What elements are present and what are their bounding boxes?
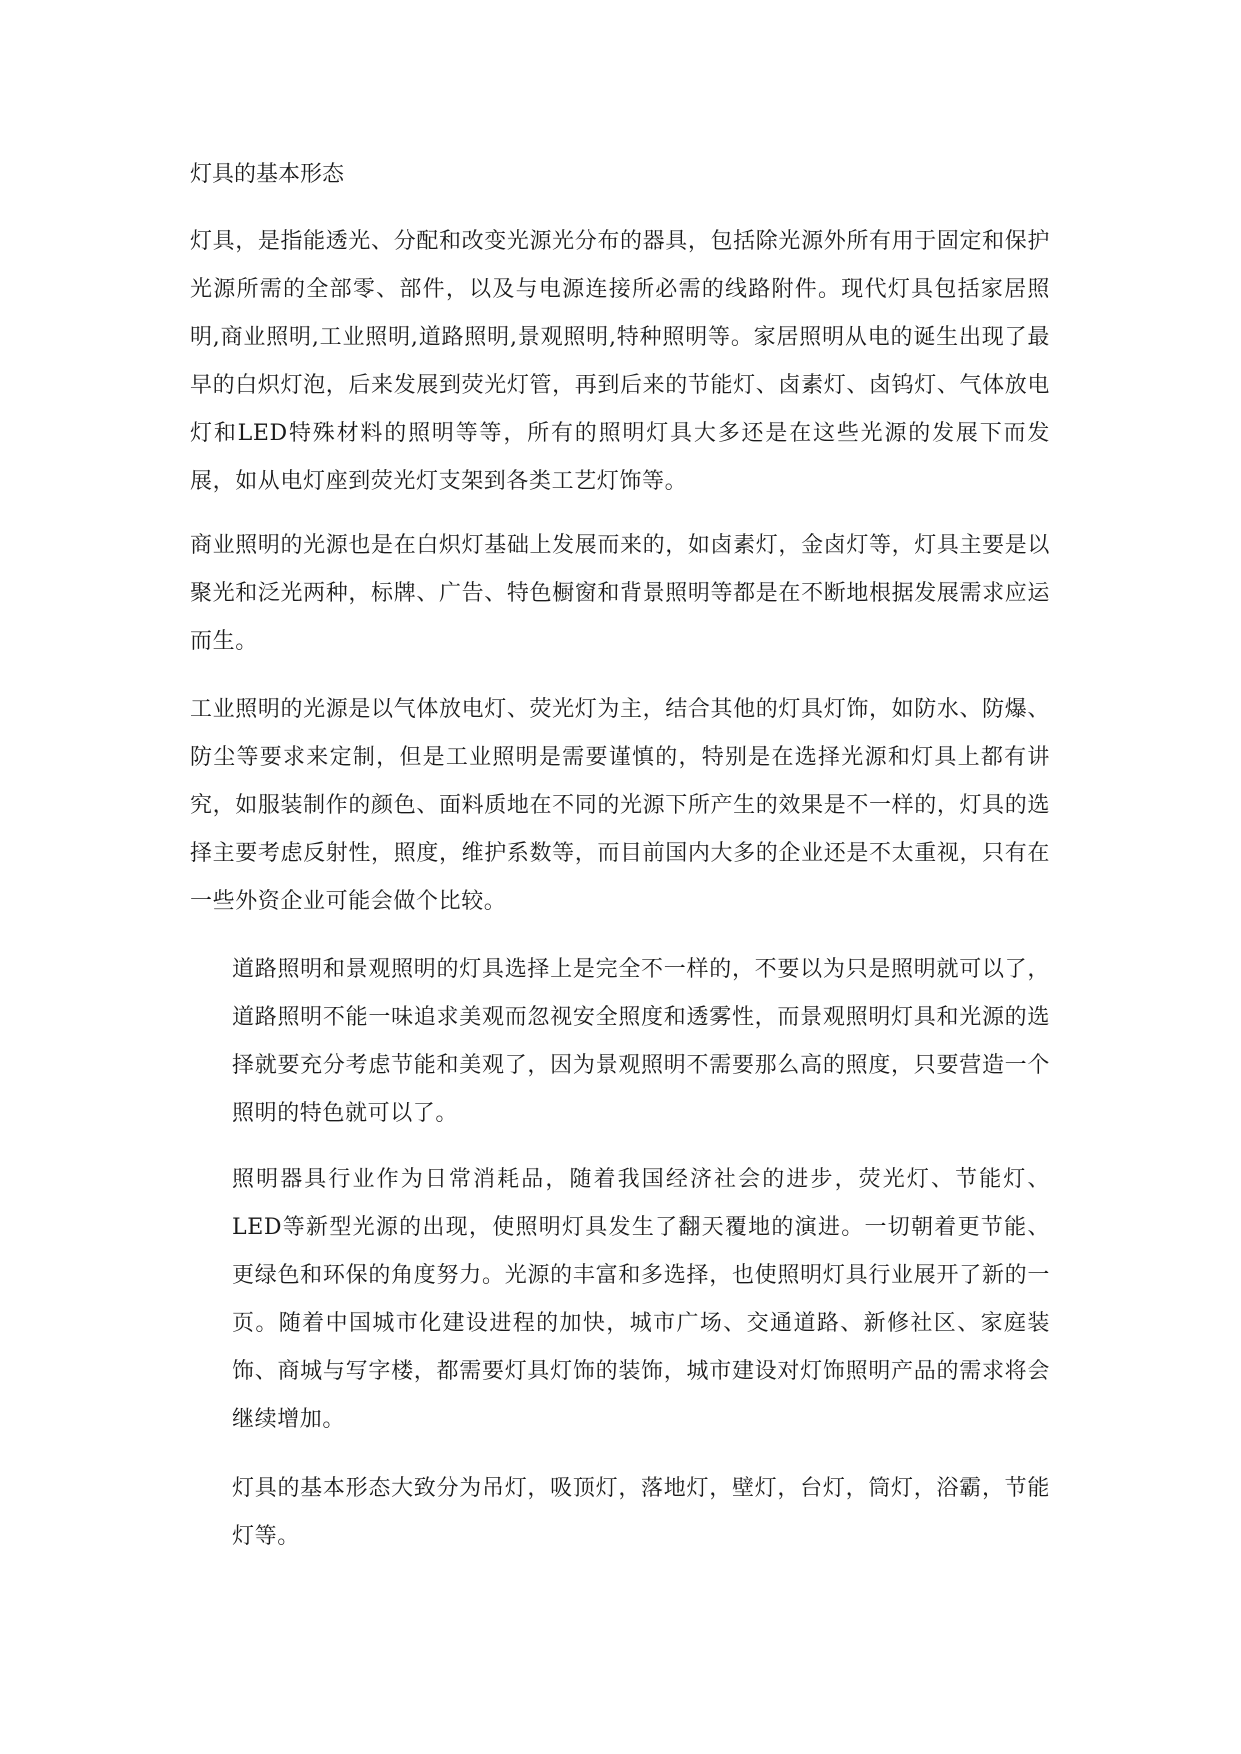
paragraph-road-landscape-lighting: 道路照明和景观照明的灯具选择上是完全不一样的，不要以为只是照明就可以了，道路照明不能一味追求美观而忽视安全照度和透雾性，而景观照明灯具和光源的选择就要充分考虑节能和美观了，因为景观照明不需要那么高的照度，只要营造一个照明的特色就可以了。 [232, 957, 1050, 1126]
paragraph-commercial-lighting: 商业照明的光源也是在白炽灯基础上发展而来的，如卤素灯，金卤灯等，灯具主要是以聚光和泛光两种，标牌、广告、特色橱窗和背景照明等都是在不断地根据发展需求应运而生。 [190, 533, 1050, 654]
document-title: 灯具的基本形态 [190, 162, 345, 187]
paragraph-basic-forms: 灯具的基本形态大致分为吊灯，吸顶灯，落地灯，壁灯，台灯，筒灯，浴霸，节能灯等。 [232, 1476, 1050, 1549]
paragraph-industry-development: 照明器具行业作为日常消耗品，随着我国经济社会的进步，荧光灯、节能灯、LED等新型光源的出现，使照明灯具发生了翻天覆地的演进。一切朝着更节能、更绿色和环保的角度努力。光源的丰富和多选择，也使照明灯具行业展开了新的一页。随着中国城市化建设进程的加快，城市广场、交通道路、新修社区、家庭装饰、商城与写字楼，都需要灯具灯饰的装饰，城市建设对灯饰照明产品的需求将会继续增加。 [232, 1167, 1050, 1432]
paragraph-industrial-lighting: 工业照明的光源是以气体放电灯、荧光灯为主，结合其他的灯具灯饰，如防水、防爆、防尘等要求来定制，但是工业照明是需要谨慎的，特别是在选择光源和灯具上都有讲究，如服装制作的颜色、面料质地在不同的光源下所产生的效果是不一样的，灯具的选择主要考虑反射性，照度，维护系数等，而目前国内大多的企业还是不太重视，只有在一些外资企业可能会做个比较。 [190, 697, 1050, 914]
paragraph-lighting-definition: 灯具，是指能透光、分配和改变光源光分布的器具，包括除光源外所有用于固定和保护光源所需的全部零、部件，以及与电源连接所必需的线路附件。现代灯具包括家居照明,商业照明,工业照明,道路照明,景观照明,特种照明等。家居照明从电的诞生出现了最早的白炽灯泡，后来发展到荧光灯管，再到后来的节能灯、卤素灯、卤钨灯、气体放电灯和LED特殊材料的照明等等，所有的照明灯具大多还是在这些光源的发展下而发展，如从电灯座到荧光灯支架到各类工艺灯饰等。 [190, 229, 1050, 494]
